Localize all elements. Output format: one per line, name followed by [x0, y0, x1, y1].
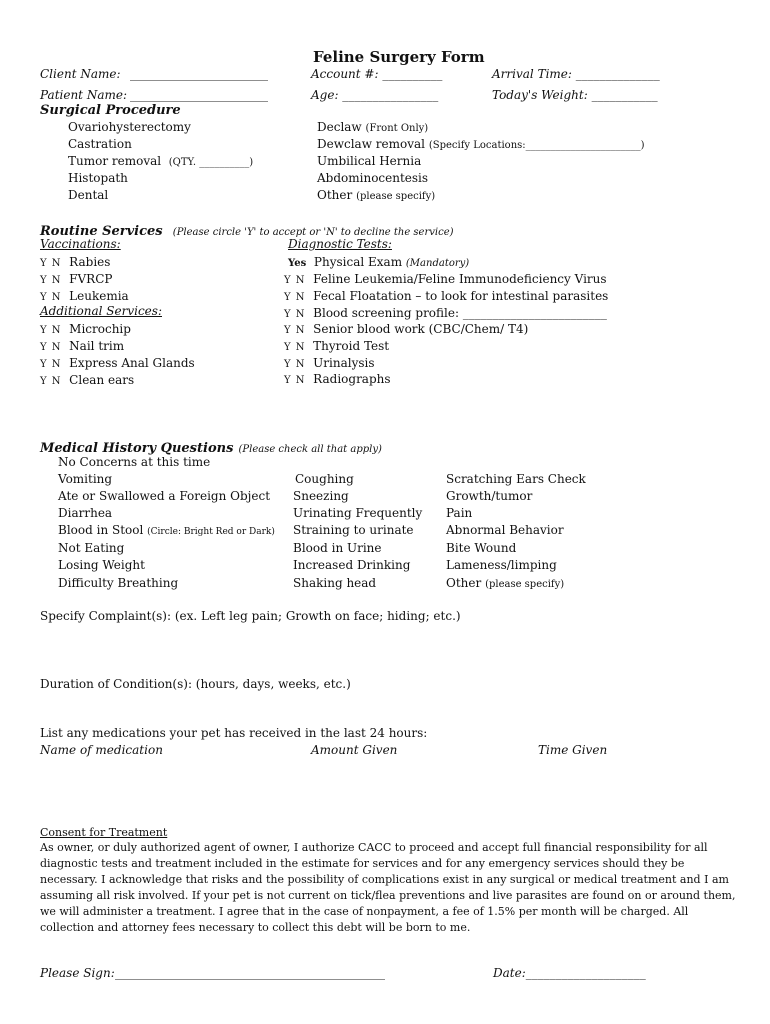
- routine-heading: Routine Services: [40, 224, 163, 239]
- vaccination-row[interactable]: [40, 255, 110, 269]
- diagnostic-heading: Diagnostic Tests:: [288, 237, 392, 251]
- patient-name-label: Patient Name:: [40, 88, 127, 102]
- medication-amount-header: Amount Given: [311, 743, 398, 757]
- blood-color-note: (Circle: Bright Red or Dark): [147, 527, 275, 537]
- diagnostic-label: Feline Leukemia/Feline Immunodeficiency Virus: [313, 272, 607, 286]
- symptom-option[interactable]: Coughing: [295, 472, 354, 486]
- arrival-time-field[interactable]: Arrival Time: ______________: [492, 67, 660, 81]
- additional-row[interactable]: [40, 339, 124, 353]
- diagnostic-label: Senior blood work (CBC/Chem/ T4): [313, 322, 529, 336]
- surgery-option[interactable]: [317, 137, 645, 151]
- surgery-option[interactable]: [317, 188, 435, 202]
- tumor-qty-field[interactable]: (QTY. __________): [168, 157, 254, 168]
- diagnostic-row[interactable]: [284, 289, 608, 303]
- yn-choice[interactable]: Y N: [40, 376, 62, 387]
- surgery-option[interactable]: Umbilical Hernia: [317, 154, 422, 168]
- duration-prompt: Duration of Condition(s): (hours, days, weeks, etc.): [40, 677, 351, 691]
- service-label: Leukemia: [69, 289, 129, 303]
- symptom-option[interactable]: Losing Weight: [58, 558, 145, 572]
- service-label: Rabies: [69, 255, 111, 269]
- symptom-option[interactable]: Difficulty Breathing: [58, 576, 179, 590]
- yn-choice[interactable]: Y N: [284, 292, 306, 303]
- dewclaw-locations-field[interactable]: (Specify Locations:_______________________): [428, 140, 645, 151]
- yn-choice[interactable]: Y N: [40, 258, 62, 269]
- vaccinations-heading: Vaccinations:: [40, 237, 121, 251]
- symptom-option[interactable]: Shaking head: [293, 576, 377, 590]
- surgery-option-label: Declaw: [317, 120, 362, 134]
- symptom-option[interactable]: Scratching Ears Check: [446, 472, 586, 486]
- age-field[interactable]: Age: ________________: [311, 88, 439, 102]
- diagnostic-row: [288, 255, 469, 269]
- symptom-option[interactable]: Sneezing: [293, 489, 349, 503]
- symptom-option[interactable]: Growth/tumor: [446, 489, 533, 503]
- diagnostic-label: Fecal Floatation – to look for intestinal parasites: [313, 289, 609, 303]
- symptom-label: Other: [446, 576, 482, 590]
- patient-name-field[interactable]: _______________________: [130, 88, 268, 102]
- surgery-option[interactable]: Ovariohysterectomy: [68, 120, 191, 134]
- medical-heading: Medical History Questions: [40, 441, 234, 456]
- vaccination-row[interactable]: [40, 272, 112, 286]
- symptom-option[interactable]: Bite Wound: [446, 541, 517, 555]
- surgery-option[interactable]: Dental: [68, 188, 109, 202]
- symptom-option[interactable]: Not Eating: [58, 541, 125, 555]
- yn-choice[interactable]: Y N: [284, 342, 306, 353]
- symptom-option[interactable]: Urinating Frequently: [293, 506, 423, 520]
- client-name-label: Client Name:: [40, 67, 121, 81]
- surgery-option-label: Dewclaw removal: [317, 137, 426, 151]
- yn-choice[interactable]: Y N: [284, 275, 306, 286]
- service-label: FVRCP: [69, 272, 113, 286]
- service-label: Clean ears: [69, 373, 135, 387]
- symptom-option[interactable]: [58, 523, 275, 537]
- symptom-option[interactable]: Increased Drinking: [293, 558, 411, 572]
- consent-text: As owner, or duly authorized agent of owner, I authorize CACC to proceed and accept full financial responsibility for all diagnostic tests and treatment included in the estimate for services and for any emergency services should they be necessary. I acknowledge that risks and the possibility of complications exist in any surgical or medical treatment and I am assuming all risk involved. If your pet is not current on tick/flea preventions and live parasites are found on or around them, we will administer a treatment. I agree that in the case of nonpayment, a fee of 1.5% per month will be charged. All collection and attorney fees necessary to collect this debt will be born to me.: [40, 841, 736, 934]
- symptom-label: Blood in Stool: [58, 523, 144, 537]
- yn-choice[interactable]: Y N: [284, 359, 306, 370]
- diagnostic-label: Urinalysis: [313, 356, 375, 370]
- symptom-option[interactable]: Lameness/limping: [446, 558, 557, 572]
- surgery-option[interactable]: Abdominocentesis: [317, 171, 429, 185]
- diagnostic-row[interactable]: [284, 372, 391, 386]
- declaw-note: (Front Only): [365, 123, 429, 134]
- diagnostic-row[interactable]: [284, 322, 528, 336]
- additional-row[interactable]: [40, 322, 131, 336]
- signature-field[interactable]: _____________________________________________: [115, 966, 385, 980]
- account-field[interactable]: Account #: __________: [311, 67, 443, 81]
- mandatory-note: (Mandatory): [405, 258, 470, 269]
- service-label: Nail trim: [69, 339, 125, 353]
- symptom-option[interactable]: Abnormal Behavior: [446, 523, 564, 537]
- diagnostic-row[interactable]: [284, 339, 389, 353]
- surgery-option-label: Other: [317, 188, 353, 202]
- surgery-option[interactable]: [317, 120, 428, 134]
- date-field[interactable]: Date:____________________: [493, 966, 646, 980]
- consent-heading: Consent for Treatment: [40, 826, 168, 839]
- yn-choice[interactable]: Y N: [284, 325, 306, 336]
- yn-choice[interactable]: Y N: [40, 292, 62, 303]
- other-note: (please specify): [356, 191, 436, 202]
- service-label: Express Anal Glands: [69, 356, 195, 370]
- additional-heading: Additional Services:: [40, 304, 162, 318]
- no-concerns-option[interactable]: No Concerns at this time: [58, 455, 211, 469]
- symptom-option[interactable]: Straining to urinate: [293, 523, 414, 537]
- surgery-option[interactable]: Castration: [68, 137, 132, 151]
- additional-row[interactable]: [40, 373, 134, 387]
- yes-mandatory: Yes: [288, 258, 307, 269]
- surgical-heading: Surgical Procedure: [40, 103, 181, 118]
- diagnostic-row[interactable]: [284, 306, 607, 320]
- medication-name-header: Name of medication: [40, 743, 163, 757]
- medications-intro: List any medications your pet has received in the last 24 hours:: [40, 726, 428, 740]
- yn-choice[interactable]: Y N: [40, 359, 62, 370]
- diagnostic-label: Blood screening profile: ________________________: [313, 306, 607, 320]
- diagnostic-row[interactable]: [284, 356, 375, 370]
- surgery-option[interactable]: [68, 154, 253, 168]
- additional-row[interactable]: [40, 356, 195, 370]
- diagnostic-label: Radiographs: [313, 372, 391, 386]
- symptom-option[interactable]: Diarrhea: [58, 506, 113, 520]
- diagnostic-label: Thyroid Test: [313, 339, 390, 353]
- other-note: (please specify): [485, 579, 565, 590]
- symptom-option[interactable]: Blood in Urine: [293, 541, 382, 555]
- weight-field[interactable]: Today's Weight: ___________: [492, 88, 658, 102]
- surgery-option-label: Tumor removal: [68, 154, 162, 168]
- medication-time-header: Time Given: [538, 743, 608, 757]
- medical-heading-row: [40, 437, 382, 456]
- symptom-option[interactable]: Vomiting: [58, 472, 113, 486]
- symptom-option[interactable]: Ate or Swallowed a Foreign Object: [58, 489, 271, 503]
- medical-note: (Please check all that apply): [238, 444, 382, 455]
- diagnostic-row[interactable]: [284, 272, 607, 286]
- signature-label: Please Sign:: [40, 966, 115, 980]
- yn-choice[interactable]: Y N: [40, 275, 62, 286]
- yn-choice[interactable]: Y N: [284, 309, 306, 320]
- yn-choice[interactable]: Y N: [40, 342, 62, 353]
- form-title: Feline Surgery Form: [313, 48, 485, 66]
- complaint-prompt: Specify Complaint(s): (ex. Left leg pain; Growth on face; hiding; etc.): [40, 609, 461, 623]
- vaccination-row[interactable]: [40, 289, 129, 303]
- symptom-option[interactable]: [446, 576, 564, 590]
- client-name-field[interactable]: _______________________: [130, 67, 268, 81]
- diagnostic-label: Physical Exam: [313, 255, 403, 269]
- surgery-option[interactable]: Histopath: [68, 171, 128, 185]
- yn-choice[interactable]: Y N: [284, 375, 306, 386]
- service-label: Microchip: [69, 322, 131, 336]
- symptom-option[interactable]: Pain: [446, 506, 473, 520]
- routine-note: (Please circle 'Y' to accept or 'N' to decline the service): [172, 227, 454, 238]
- yn-choice[interactable]: Y N: [40, 325, 62, 336]
